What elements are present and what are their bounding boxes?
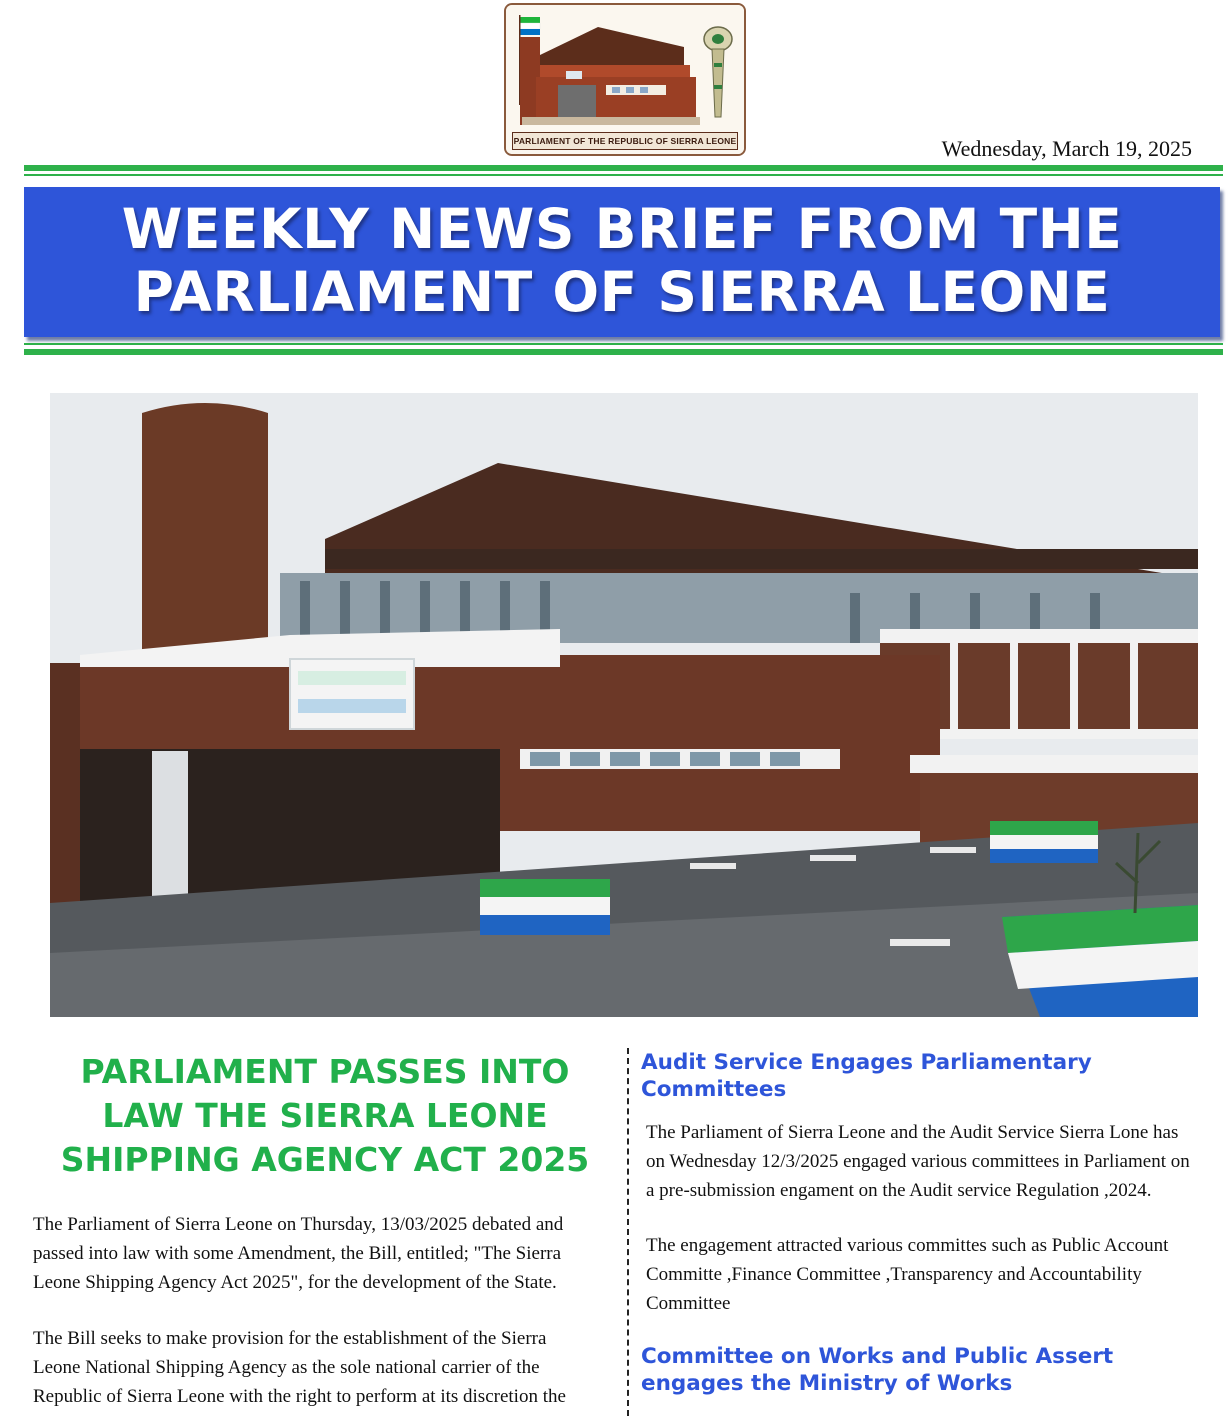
top-rule-thick <box>24 165 1223 171</box>
text-line: The Bill seeks to make provision for the establishment of the Sierra <box>33 1328 547 1349</box>
lead-story-paragraph-1 <box>33 1210 563 1297</box>
lead-story-headline <box>40 1050 610 1182</box>
title-banner <box>24 187 1220 337</box>
audit-story-headline <box>641 1049 1092 1103</box>
side-headline-line: Committees <box>641 1077 787 1102</box>
text-line: Republic of Sierra Leone with the right to perform at its discretion the <box>33 1386 566 1407</box>
audit-story-paragraph-2 <box>646 1231 1168 1318</box>
top-rule-thin <box>24 174 1223 176</box>
lead-headline-line: SHIPPING AGENCY ACT 2025 <box>60 1140 590 1179</box>
bottom-rule-thin <box>24 343 1223 345</box>
side-headline-line: Committee on Works and Public Assert <box>641 1344 1114 1369</box>
lead-story-paragraph-2 <box>33 1324 566 1411</box>
logo-caption: PARLIAMENT OF THE REPUBLIC OF SIERRA LEONE <box>512 132 738 150</box>
parliament-building-photo <box>50 393 1198 1017</box>
text-line: Committee <box>646 1293 731 1314</box>
text-line: The Parliament of Sierra Leone and the Audit Service Sierra Lone has <box>646 1122 1179 1143</box>
side-headline-line: Audit Service Engages Parliamentary <box>641 1050 1092 1075</box>
lead-headline-line: LAW THE SIERRA LEONE <box>102 1096 548 1135</box>
works-story-headline <box>641 1343 1113 1397</box>
text-line: Leone National Shipping Agency as the sole national carrier of the <box>33 1357 540 1378</box>
lead-headline-line: PARLIAMENT PASSES INTO <box>80 1052 570 1091</box>
text-line: The engagement attracted various committes such as Public Account <box>646 1235 1169 1256</box>
text-line: Committe ,Finance Committee ,Transparency and Accountability <box>646 1264 1142 1285</box>
banner-title-line-1: WEEKLY NEWS BRIEF FROM THE <box>121 197 1123 261</box>
parliament-logo <box>504 3 746 156</box>
text-line: Leone Shipping Agency Act 2025", for the development of the State. <box>33 1272 557 1293</box>
text-line: on Wednesday 12/3/2025 engaged various committees in Parliament on <box>646 1151 1190 1172</box>
banner-title-line-2: PARLIAMENT OF SIERRA LEONE <box>133 260 1111 324</box>
text-line: The Parliament of Sierra Leone on Thursday, 13/03/2025 debated and <box>33 1214 564 1235</box>
bottom-rule-thick <box>24 349 1223 355</box>
column-divider <box>627 1048 629 1416</box>
issue-date: Wednesday, March 19, 2025 <box>941 136 1192 161</box>
audit-story-paragraph-1 <box>646 1118 1190 1205</box>
side-headline-line: engages the Ministry of Works <box>641 1371 1013 1396</box>
text-line: passed into law with some Amendment, the Bill, entitled; "The Sierra <box>33 1243 562 1264</box>
text-line: a pre-submission engament on the Audit service Regulation ,2024. <box>646 1180 1152 1201</box>
